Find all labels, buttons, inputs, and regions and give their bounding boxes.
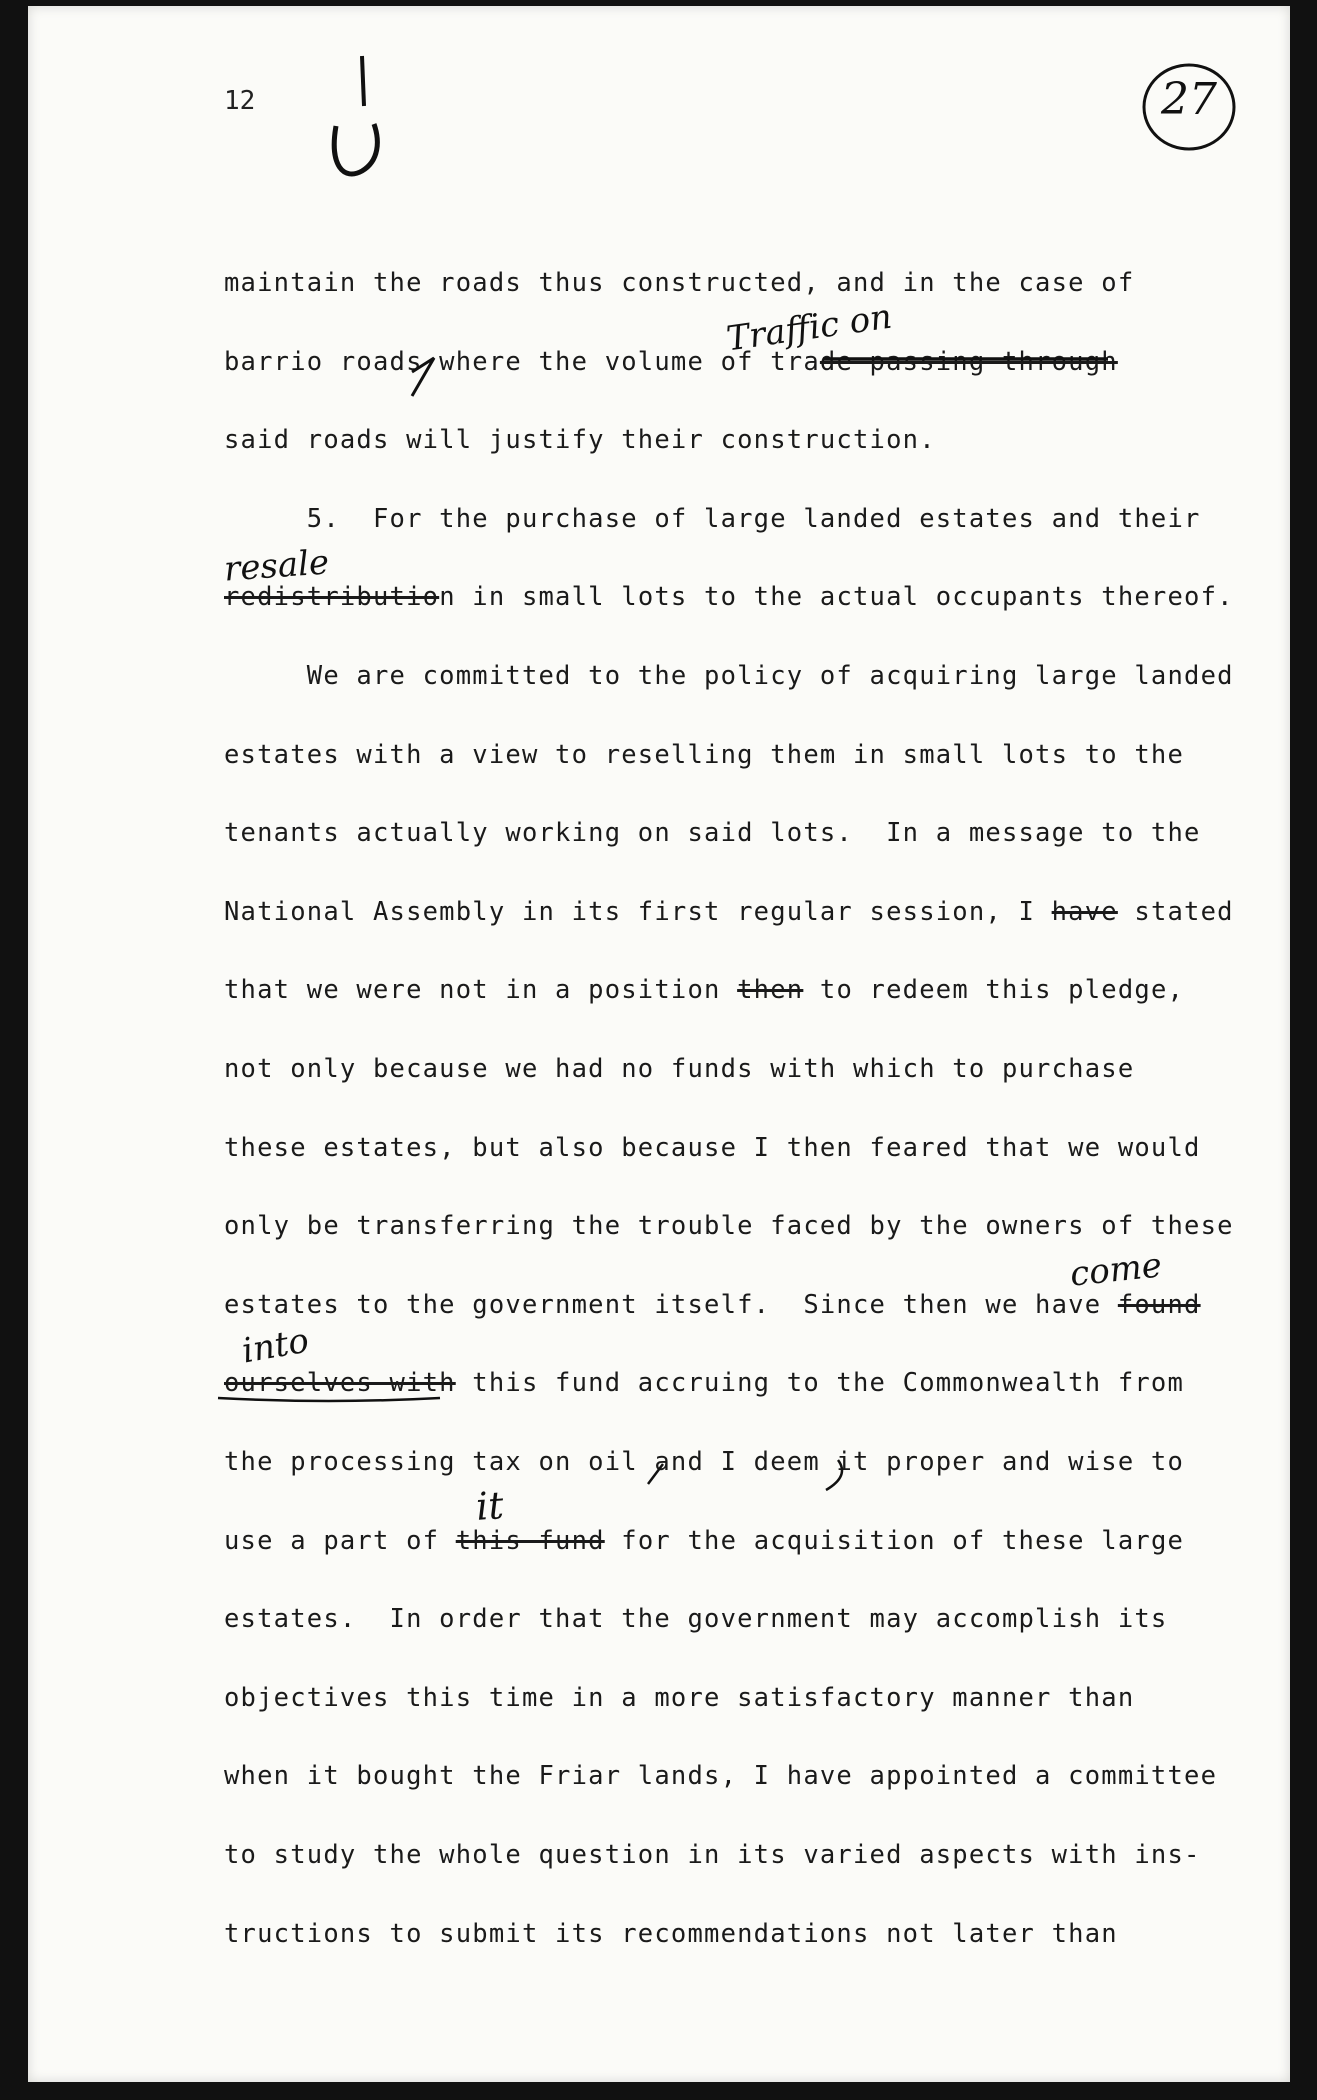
- line-segment: tenants actually working on said lots. In a message to the: [224, 818, 1201, 849]
- text-line: [224, 268, 1134, 298]
- text-line: [224, 347, 1118, 377]
- line-segment: n in small lots to the actual occupants thereof.: [439, 582, 1234, 613]
- annotation-resale: resale: [222, 542, 331, 590]
- line-segment: to study the whole question in its varied aspects with ins-: [224, 1840, 1201, 1870]
- struck-text: this fund: [455, 1525, 605, 1556]
- line-segment: this fund accruing to the Commonwealth from: [455, 1368, 1185, 1399]
- text-line: [224, 1761, 1217, 1791]
- text-line: [224, 897, 1234, 927]
- struck-text: then: [737, 975, 804, 1006]
- text-line: [224, 1919, 1118, 1949]
- line-segment: when it bought the Friar lands, I have appointed a committee: [224, 1761, 1218, 1792]
- page-number: 12: [224, 86, 256, 116]
- line-segment: these estates, but also because I then feared that we would: [224, 1132, 1201, 1163]
- line-segment: that we were not in a position: [224, 975, 738, 1006]
- struck-text: ourselves with: [224, 1368, 456, 1399]
- struck-text: found: [1117, 1289, 1201, 1320]
- text-line: [224, 818, 1201, 848]
- line-segment: maintain the roads thus constructed, and in the case of: [224, 268, 1135, 298]
- text-line: [224, 1290, 1201, 1320]
- text-line: [224, 1368, 1184, 1398]
- text-line: [224, 582, 1234, 612]
- document-page: [28, 6, 1290, 2082]
- text-line: [224, 1133, 1201, 1163]
- pen-hook-mark: [324, 46, 394, 186]
- text-line: [224, 1683, 1134, 1713]
- text-line: [224, 740, 1184, 770]
- struck-text: have: [1051, 896, 1118, 927]
- line-segment: estates to the government itself. Since then we have: [224, 1289, 1118, 1320]
- line-segment: for the acquisition of these large: [604, 1525, 1185, 1556]
- line-segment: We are committed to the policy of acquiring large landed: [224, 661, 1234, 691]
- text-line: [224, 1526, 1184, 1556]
- annotation-come: come: [1068, 1245, 1164, 1295]
- text-line: [224, 1604, 1167, 1634]
- line-segment: National Assembly in its first regular session, I: [224, 896, 1052, 927]
- text-line: [224, 975, 1184, 1005]
- struck-text: de passing through: [819, 346, 1118, 377]
- folio-number: 27: [1161, 74, 1217, 125]
- text-line: [224, 661, 1234, 691]
- line-segment: objectives this time in a more satisfactory manner than: [224, 1682, 1135, 1713]
- annotation-it: it: [474, 1483, 505, 1529]
- annotation-traffic-on: Traffic on: [724, 296, 895, 360]
- text-line: [224, 1447, 1184, 1477]
- line-segment: use a part of: [224, 1525, 456, 1556]
- line-segment: only be transferring the trouble faced by the owners of these: [224, 1211, 1234, 1242]
- struck-text: redistributio: [224, 582, 440, 613]
- text-line: [224, 1054, 1134, 1084]
- annotation-into: into: [239, 1320, 312, 1372]
- text-line: [224, 1211, 1234, 1241]
- line-segment: barrio roads where the volume of tra: [224, 346, 820, 377]
- line-segment: estates with a view to reselling them in small lots to the: [224, 739, 1185, 770]
- text-line: [224, 425, 936, 455]
- line-segment: estates. In order that the government may accomplish its: [224, 1604, 1168, 1635]
- line-segment: stated: [1117, 896, 1234, 927]
- line-segment: not only because we had no funds with which to purchase: [224, 1054, 1135, 1084]
- text-line: [224, 1840, 1201, 1870]
- line-segment: tructions to submit its recommendations not later than: [224, 1918, 1118, 1949]
- line-segment: said roads will justify their construction.: [224, 425, 936, 456]
- line-segment: 5. For the purchase of large landed estates and their: [224, 503, 1201, 534]
- line-segment: the processing tax on oil and I deem it proper and wise to: [224, 1447, 1185, 1477]
- text-line: [224, 504, 1201, 534]
- line-segment: to redeem this pledge,: [803, 975, 1185, 1006]
